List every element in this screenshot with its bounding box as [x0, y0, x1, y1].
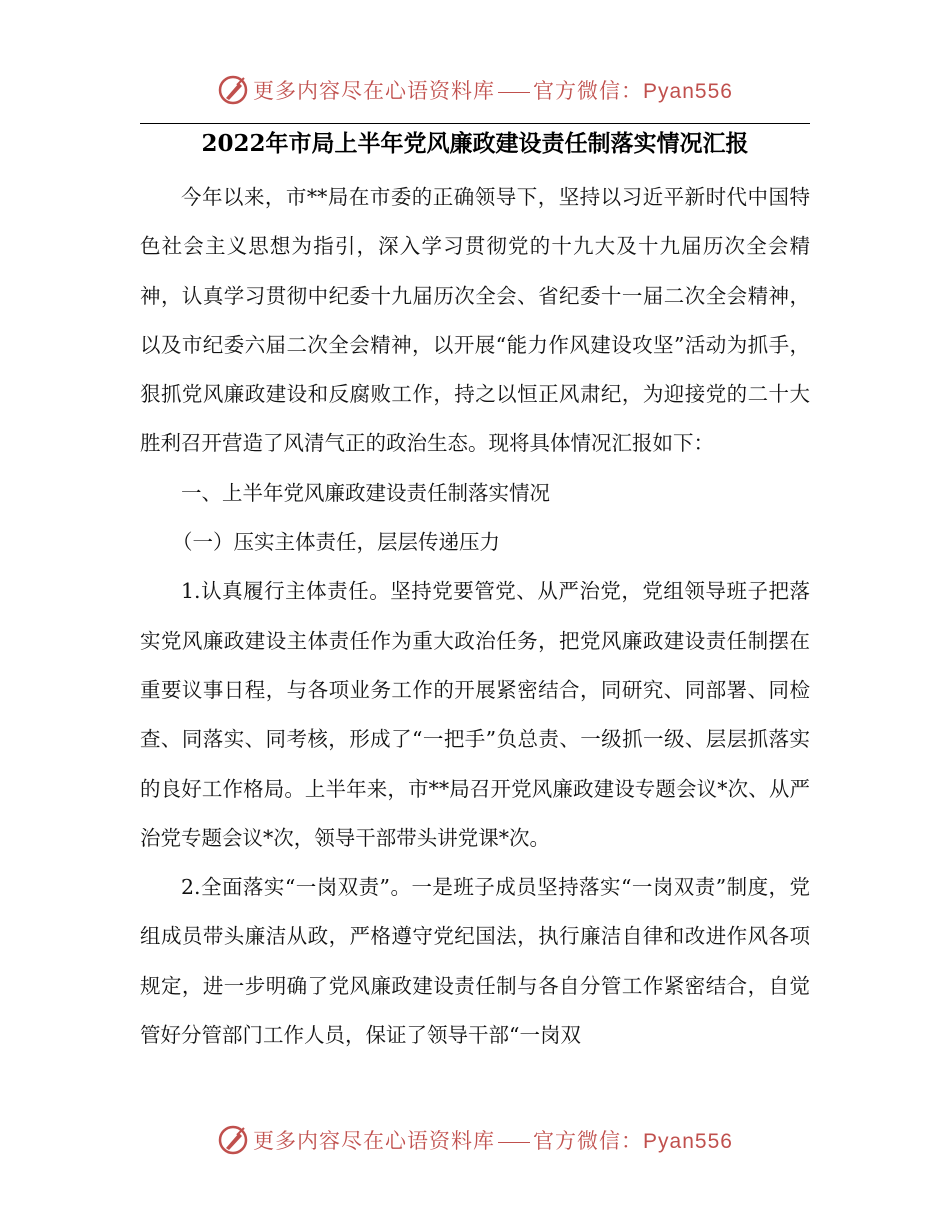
quill-logo-icon [217, 74, 249, 106]
watermark-header [0, 70, 950, 110]
item-2-paragraph: 2.全面落实“一岗双责”。一是班子成员坚持落实“一岗双责”制度，党组成员带头廉洁从政，严格遵守党纪国法，执行廉洁自律和改进作风各项规定，进一步明确了党风廉政建设责任制与各自分管工作紧密结合，自觉管好分管部门工作人员，保证了领导干部“一岗双 [140, 875, 810, 1048]
document-body [140, 173, 810, 1060]
section-heading: 一、上半年党风廉政建设责任制落实情况 [181, 480, 550, 505]
quill-logo-icon [217, 1124, 249, 1156]
item-1-paragraph: 1.认真履行主体责任。坚持党要管党、从严治党，党组领导班子把落实党风廉政建设主体责任作为重大政治任务，把党风廉政建设责任制摆在重要议事日程，与各项业务工作的开展紧密结合，同研究、同部署、同检查、同落实、同考核，形成了“一把手”负总责、一级抓一级、层层抓落实的良好工作格局。上半年来，市**局召开党风廉政建设专题会议*次、从严治党专题会议*次，领导干部带头讲党课*次。 [140, 579, 810, 850]
document-title: 2022年市局上半年党风廉政建设责任制落实情况汇报 [201, 130, 749, 157]
intro-paragraph: 今年以来，市**局在市委的正确领导下，坚持以习近平新时代中国特色社会主义思想为指引，深入学习贯彻党的十九大及十九届历次全会精神，认真学习贯彻中纪委十九届历次全会、省纪委十一届二次全会精神，以及市纪委六届二次全会精神，以开展“能力作风建设攻坚”活动为抓手，狠抓党风廉政建设和反腐败工作，持之以恒正风肃纪，为迎接党的二十大胜利召开营造了风清气正的政治生态。现将具体情况汇报如下： [140, 185, 810, 456]
subsection-heading: （一）压实主体责任，层层传递压力 [172, 530, 500, 555]
watermark-text: 更多内容尽在心语资料库 官方微信：Pyan556 [253, 79, 733, 103]
watermark-footer [0, 1120, 950, 1160]
watermark-text: 更多内容尽在心语资料库 官方微信：Pyan556 [253, 1129, 733, 1153]
